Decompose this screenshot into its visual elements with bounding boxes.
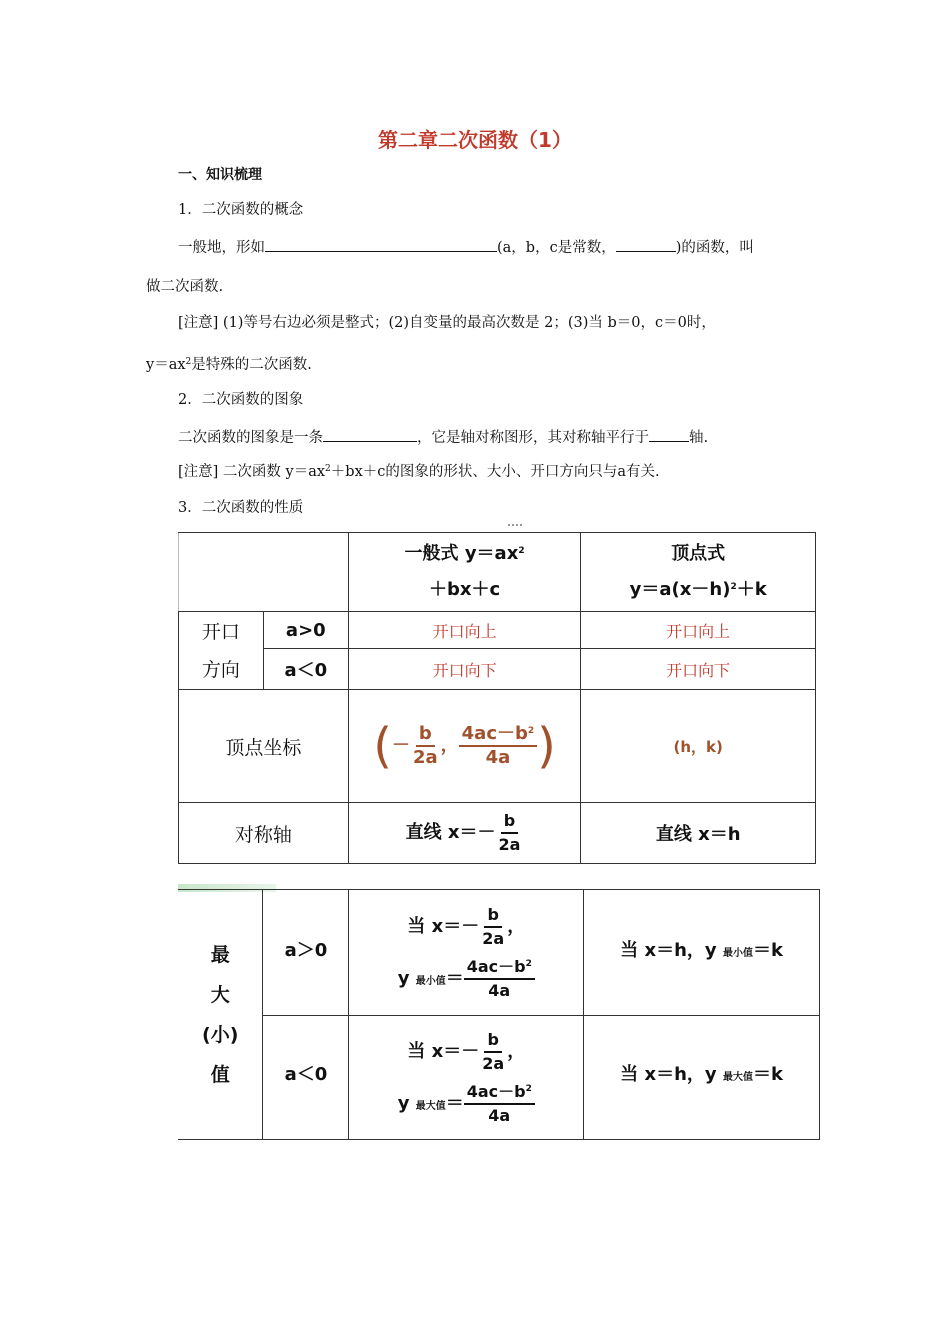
max-sub: 最大值: [415, 1100, 446, 1112]
note1-y-ax: y＝ax: [146, 357, 186, 373]
row-vertex-coord: 顶点坐标: [179, 690, 349, 803]
ext-label-2: 大: [210, 983, 230, 1006]
max-vertex: [584, 1016, 820, 1140]
vertex-open-down: 开口向下: [581, 649, 816, 690]
vx-den: 2a: [412, 747, 438, 768]
blank-formula: [265, 236, 497, 252]
neg-sign: －: [391, 735, 410, 756]
note2-a: [注意] 二次函数 y＝ax: [178, 464, 326, 480]
open-label-1: 开口: [201, 620, 240, 643]
open-label-2: 方向: [201, 658, 240, 681]
concept-line2: 做二次函数.: [146, 279, 224, 295]
vertex-y-fraction: [459, 723, 538, 769]
empty-corner: [179, 533, 349, 612]
ext-label-1: 最: [210, 943, 230, 966]
vertex-form-sup: 2: [730, 582, 737, 592]
page-title: 第二章二次函数（1）: [378, 128, 572, 152]
table-row: [179, 690, 816, 803]
max-comma: ，: [507, 1040, 526, 1062]
vertex-form-coord: (h，k): [581, 690, 816, 803]
max-x-num: b: [484, 1029, 501, 1053]
min-general: [349, 890, 584, 1016]
blank-condition: [616, 236, 676, 252]
min-val-num: [464, 956, 535, 980]
table-row: [178, 1016, 820, 1140]
min-vertex-when: 当 x＝h，y: [620, 940, 717, 961]
note1-line2: [146, 355, 312, 375]
max-x-den: 2a: [482, 1053, 505, 1073]
max-x-frac: [479, 1029, 507, 1075]
min-x-num: b: [484, 904, 501, 928]
vy-num: [459, 723, 538, 747]
min-x-line: [349, 904, 583, 950]
ext-label-3: (小): [202, 1023, 239, 1046]
axis-den: 2a: [498, 835, 521, 854]
item2-heading: 2．二次函数的图象: [178, 392, 304, 408]
max-val-num: [464, 1081, 535, 1105]
min-x-den: 2a: [482, 928, 505, 948]
row-extremum: [178, 890, 263, 1140]
concept-text-c: )的函数，叫: [675, 240, 754, 256]
min-val-frac: [464, 956, 535, 1002]
vy-den: 4a: [485, 747, 511, 768]
axis-num: b: [501, 810, 518, 834]
row-open-direction: [179, 612, 264, 690]
right-paren: ): [537, 718, 556, 774]
row-axis: 对称轴: [179, 803, 349, 864]
min-val-num-a: 4ac－b: [466, 956, 526, 976]
ext-label-4: 值: [210, 1063, 230, 1086]
axis-fraction: [496, 810, 524, 856]
max-y-line: [349, 1081, 583, 1127]
item1-heading: 1．二次函数的概念: [178, 202, 304, 218]
graph-text-c: 轴.: [689, 430, 709, 446]
general-vertex-coord: [348, 690, 581, 803]
a-negative-2: a＜0: [263, 1016, 349, 1140]
table-row: [178, 890, 820, 1016]
concept-line1: [178, 236, 754, 258]
max-val-frac: [464, 1081, 535, 1127]
header-vertex-form: [581, 533, 816, 612]
a-positive-2: a＞0: [263, 890, 349, 1016]
vertex-form-a: y＝a(x－h): [629, 579, 731, 600]
max-val-sup: 2: [525, 1083, 532, 1094]
max-when: 当 x＝－: [407, 1040, 480, 1062]
blank-axis: [649, 426, 689, 442]
max-vertex-sub: 最大值: [722, 1072, 753, 1083]
vertex-axis: 直线 x＝h: [581, 803, 816, 864]
blank-curve: [323, 426, 417, 442]
max-y: y: [397, 1092, 410, 1114]
note2-sup: 2: [325, 464, 331, 474]
item3-heading: 3．二次函数的性质: [178, 500, 304, 516]
left-paren: (: [373, 718, 392, 774]
graph-line: [178, 426, 708, 448]
min-eq: ＝: [445, 967, 464, 989]
min-vertex: [584, 890, 820, 1016]
a-positive: a>0: [263, 612, 348, 649]
note2-b: ＋bx＋c的图象的形状、大小、开口方向只与a有关.: [330, 464, 660, 480]
min-sub: 最小值: [415, 975, 446, 987]
properties-table: [178, 532, 816, 864]
vy-sup: 2: [527, 726, 535, 736]
header-general-form: [348, 533, 581, 612]
min-y: y: [397, 967, 410, 989]
vy-num-a: 4ac－b: [461, 723, 528, 744]
note2: [178, 462, 660, 482]
general-form-b: ＋bx＋c: [428, 579, 501, 600]
max-val-num-a: 4ac－b: [466, 1081, 526, 1101]
max-x-line: [349, 1029, 583, 1075]
general-axis: [348, 803, 581, 864]
general-open-down: 开口向下: [348, 649, 581, 690]
note1-rest: 是特殊的二次函数.: [191, 357, 312, 373]
general-form-sup: 2: [518, 546, 525, 556]
max-vertex-eq: ＝k: [752, 1064, 783, 1085]
general-open-up: 开口向上: [348, 612, 581, 649]
coord-comma: ，: [440, 735, 459, 756]
max-vertex-when: 当 x＝h，y: [620, 1064, 717, 1085]
concept-text-b: (a，b，c是常数，: [497, 240, 616, 256]
graph-text-b: ，它是轴对称图形，其对称轴平行于: [417, 430, 649, 446]
a-negative: a＜0: [263, 649, 348, 690]
max-eq: ＝: [445, 1092, 464, 1114]
min-x-frac: [479, 904, 507, 950]
max-general: [349, 1016, 584, 1140]
max-val-den: 4a: [488, 1105, 511, 1125]
table-row: [179, 533, 816, 612]
vertex-form-b: ＋k: [736, 579, 767, 600]
vertex-open-up: 开口向上: [581, 612, 816, 649]
extremum-table: [178, 889, 820, 1140]
min-when: 当 x＝－: [407, 915, 480, 937]
min-comma: ，: [507, 915, 526, 937]
min-y-line: [349, 956, 583, 1002]
vertex-x-fraction: [410, 723, 441, 769]
decorative-dots: [508, 524, 522, 526]
axis-general-text: 直线 x＝－: [405, 822, 496, 843]
min-val-den: 4a: [488, 980, 511, 1000]
vertex-form-title: 顶点式: [671, 543, 726, 564]
note1-line1: [注意] (1)等号右边必须是整式；(2)自变量的最高次数是 2；(3)当 b＝0，c＝0时，: [178, 315, 716, 331]
note1-sup: 2: [185, 357, 192, 367]
min-vertex-sub: 最小值: [722, 948, 753, 959]
graph-text-a: 二次函数的图象是一条: [178, 430, 323, 446]
general-form-a: 一般式 y＝ax: [404, 543, 519, 564]
table-row: [179, 803, 816, 864]
min-val-sup: 2: [525, 958, 532, 969]
concept-text-a: 一般地，形如: [178, 240, 265, 256]
min-vertex-eq: ＝k: [752, 940, 783, 961]
table-row: [179, 612, 816, 649]
table-row: [179, 649, 816, 690]
section-heading: 一、知识梳理: [178, 167, 262, 183]
vx-num: b: [416, 723, 435, 747]
